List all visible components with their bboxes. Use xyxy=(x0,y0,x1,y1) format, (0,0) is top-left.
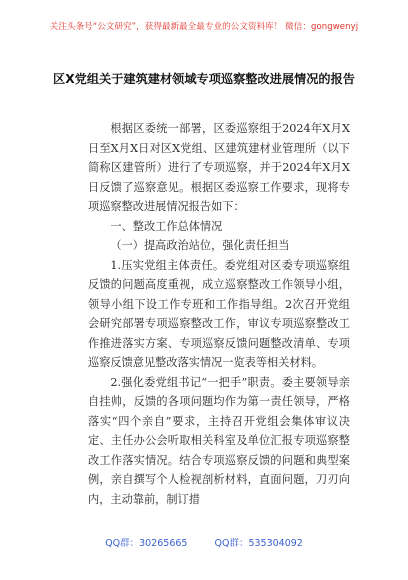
body-paragraph: 1.压实党组主体责任。委党组对区委专项巡察组反馈的问题高度重视，成立巡察整改工作领导小组，领导小组下设工作专班和工作指导组。2次召开党组会研究部署专项巡察整改工作，审议专项巡察整改工作推进落实方案、专项巡察反馈问题整改清单、专项巡察反馈意见整改落实情况一览表等相关材料。 xyxy=(88,258,350,369)
qq-group-banner xyxy=(0,535,408,549)
intro-paragraph: 根据区委统一部署，区委巡察组于2024年X月X日至X月X日对区X党组、区建筑建材业管理所（以下简称区建管所）进行了专项巡察，并于2024年X月X日反馈了巡察意见。根据区委巡察工作要求，现将专项巡察整改进展情况报告如下： xyxy=(88,122,350,213)
body-paragraph: 2.强化委党组书记“一把手”职责。委主要领导亲自挂帅，反馈的各项问题均作为第一责任领导，严格落实“四个亲自”要求，主持召开党组会集体审议决定、主任办公会听取相关科室及单位汇报专项巡察整改工作落实情况。结合专项巡察反馈的问题和典型案例，亲自撰写个人检视剖析材料，直面问题，刀刃向内，主动靠前，制订措 xyxy=(88,375,350,506)
promo-banner: 关注头条号“公文研究”，获得最新最全最专业的公文资料库！ 微信：gongwenyj xyxy=(49,22,359,32)
document-body xyxy=(88,119,350,509)
subsection-heading: （一）提高政治站位，强化责任担当 xyxy=(110,239,290,252)
qq-group-1: QQ群：30265665 xyxy=(105,538,188,549)
section-heading: 一、整改工作总体情况 xyxy=(110,219,223,233)
qq-group-2: QQ群：535304092 xyxy=(214,538,303,549)
document-title: 区X党组关于建筑建材领域专项巡察整改进展情况的报告 xyxy=(53,72,355,86)
